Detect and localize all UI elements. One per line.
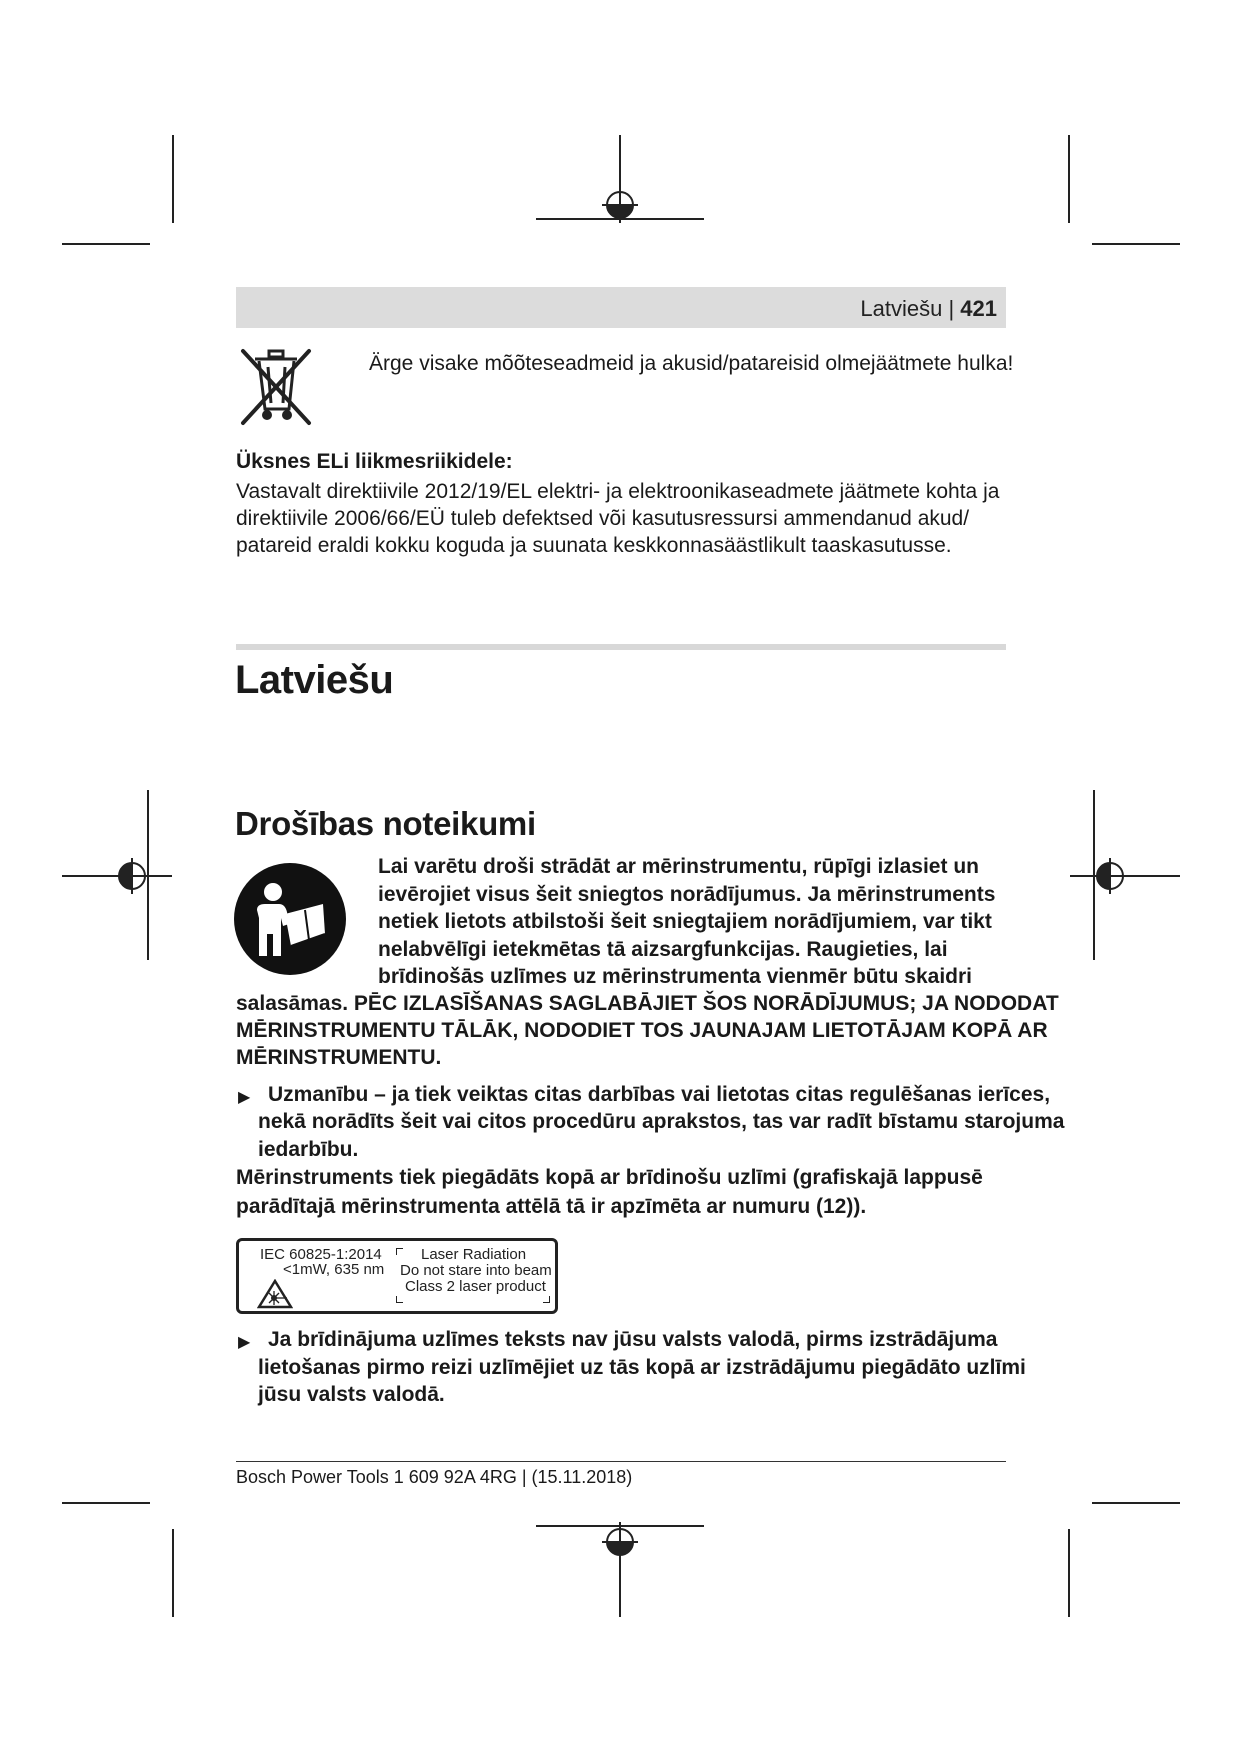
label-note-line: Mērinstruments tiek piegādāts kopā ar brīdinošu uzlīmi (grafiskajā lappusē bbox=[236, 1166, 983, 1189]
registration-mark-right bbox=[1070, 790, 1180, 960]
label-standard: IEC 60825-1:2014 bbox=[260, 1246, 382, 1263]
eu-line: patareid eraldi kokku koguda ja suunata keskkonnasäästlikult taaskasutusse. bbox=[236, 534, 952, 557]
laser-warning-label bbox=[236, 1238, 558, 1314]
header-separator: | bbox=[948, 296, 955, 321]
footer-text: Bosch Power Tools 1 609 92A 4RG | (15.11.2018) bbox=[236, 1467, 633, 1487]
eu-heading: Üksnes ELi liikmesriikidele: bbox=[236, 450, 513, 473]
label-power: <1mW, 635 nm bbox=[283, 1261, 385, 1278]
crop-mark bbox=[1068, 1529, 1070, 1617]
label-corner bbox=[543, 1296, 550, 1303]
crossed-out-wheelie-bin-icon bbox=[237, 345, 317, 429]
label-stare: Do not stare into beam bbox=[400, 1262, 552, 1279]
crop-mark bbox=[62, 243, 150, 245]
label-corner bbox=[396, 1248, 403, 1255]
intro-line: MĒRINSTRUMENTU TĀLĀK, NODODIET TOS JAUNAJAM LIETOTĀJAM KOPĀ AR bbox=[236, 1019, 1048, 1042]
intro-line: salasāmas. PĒC IZLASĪŠANAS SAGLABĀJIET ŠOS NORĀDĪJUMUS; JA NODODAT bbox=[236, 992, 1059, 1015]
registration-mark-bottom bbox=[532, 1522, 708, 1617]
bullet-line: iedarbību. bbox=[258, 1138, 359, 1161]
label-class: Class 2 laser product bbox=[405, 1278, 546, 1295]
intro-line: MĒRINSTRUMENTU. bbox=[236, 1046, 442, 1069]
intro-line: brīdinošās uzlīmes uz mērinstrumenta vienmēr būtu skaidri bbox=[378, 965, 972, 988]
safety-title: Drošības noteikumi bbox=[235, 805, 536, 842]
label-note-line: parādītajā mērinstrumenta attēlā tā ir apzīmēta ar numuru (12)). bbox=[236, 1195, 867, 1218]
intro-line: ievērojiet visus šeit sniegtos norādījumus. Ja mērinstruments bbox=[378, 883, 996, 906]
registration-mark-left bbox=[62, 790, 172, 960]
bullet-line: Uzmanību – ja tiek veiktas citas darbības vai lietotas citas regulēšanas ierīces, bbox=[268, 1083, 1051, 1106]
eu-line: direktiivile 2006/66/EÜ tuleb defektsed või kasutusressursi ammendanud akud/ bbox=[236, 507, 970, 530]
language-title: Latviešu bbox=[235, 658, 394, 702]
section-rule bbox=[236, 644, 1006, 650]
crop-mark bbox=[172, 1529, 174, 1617]
intro-line: nelabvēlīgi ietekmētas tā aizsargfunkcijas. Raugieties, lai bbox=[378, 938, 948, 961]
laser-warning-icon bbox=[257, 1279, 293, 1309]
footer-rule bbox=[236, 1461, 1006, 1462]
bullet-line: lietošanas pirmo reizi uzlīmējiet uz tās kopā ar izstrādājumu piegādāto uzlīmi bbox=[258, 1356, 1026, 1379]
bullet-line: nekā norādīts šeit vai citos procedūru aprakstos, tas var radīt bīstamu starojuma bbox=[258, 1110, 1065, 1133]
intro-line: Lai varētu droši strādāt ar mērinstrumentu, rūpīgi izlasiet un bbox=[378, 855, 979, 878]
label-corner bbox=[396, 1296, 403, 1303]
header-section: Latviešu bbox=[860, 296, 943, 321]
bullet-arrow-icon: ▶ bbox=[238, 1089, 251, 1106]
intro-line: netiek lietots atbilstoši šeit sniegtajiem norādījumiem, var tikt bbox=[378, 910, 992, 933]
bullet-line: Ja brīdinājuma uzlīmes teksts nav jūsu valsts valodā, pirms izstrādājuma bbox=[268, 1328, 998, 1351]
eu-line: Vastavalt direktiivile 2012/19/EL elektri- ja elektroonikaseadmete jäätmete kohta ja bbox=[236, 480, 1000, 503]
crop-mark bbox=[1068, 135, 1070, 223]
crop-mark bbox=[1092, 243, 1180, 245]
registration-mark-top bbox=[532, 135, 708, 225]
page-header bbox=[860, 296, 997, 322]
crop-mark bbox=[172, 135, 174, 223]
page-number: 421 bbox=[960, 296, 997, 321]
disposal-text: Ärge visake mõõteseadmeid ja akusid/patareisid olmejäätmete hulka! bbox=[369, 352, 1014, 375]
crop-mark bbox=[62, 1502, 150, 1504]
label-radiation: Laser Radiation bbox=[421, 1246, 527, 1263]
crop-mark bbox=[1092, 1502, 1180, 1504]
read-manual-icon bbox=[233, 862, 347, 976]
bullet-arrow-icon: ▶ bbox=[238, 1334, 251, 1351]
bullet-line: jūsu valsts valodā. bbox=[258, 1383, 445, 1406]
